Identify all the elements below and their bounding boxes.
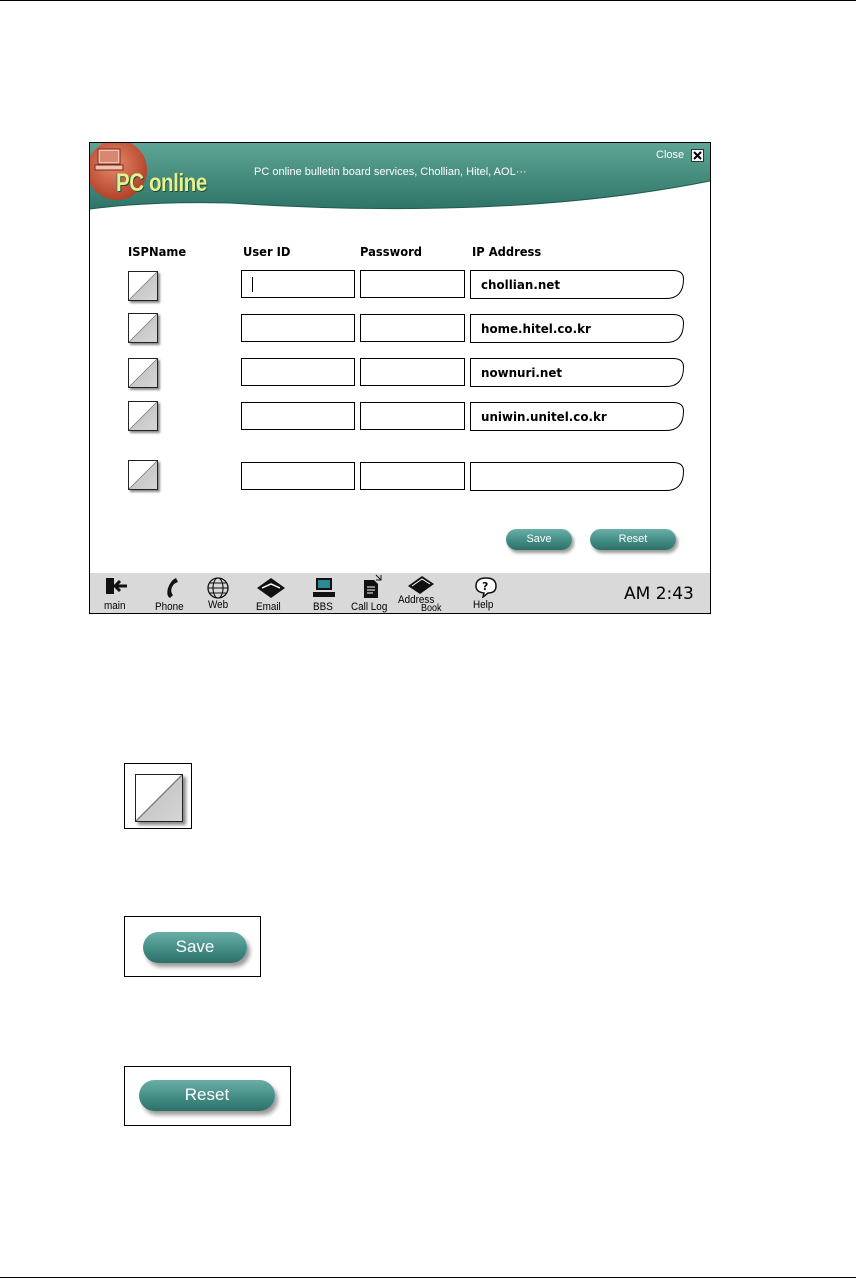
phone-icon — [162, 576, 184, 600]
user-id-field[interactable] — [241, 314, 355, 342]
isp-select-button[interactable] — [128, 401, 158, 431]
svg-text:?: ? — [482, 580, 489, 593]
isp-button-legend — [124, 763, 192, 829]
close-label[interactable]: Close — [656, 149, 685, 161]
reset-button-legend — [124, 1066, 291, 1126]
isp-select-button[interactable] — [128, 358, 158, 388]
clock: AM 2:43 — [624, 584, 694, 604]
column-header-ip-address: IP Address — [472, 244, 542, 259]
reset-button[interactable]: Reset — [590, 529, 676, 550]
taskbar-email[interactable]: Email — [254, 573, 290, 613]
pc-online-window — [89, 142, 711, 614]
column-header-isp-name: ISPName — [128, 244, 187, 259]
computer-icon — [312, 576, 336, 600]
taskbar-bbs[interactable]: BBS — [310, 573, 338, 613]
address-book-icon — [406, 574, 436, 596]
taskbar — [90, 573, 710, 613]
ip-address-field[interactable] — [470, 402, 684, 431]
password-field[interactable] — [360, 270, 465, 298]
save-button-sample: Save — [143, 932, 247, 963]
taskbar-web[interactable]: Web — [206, 573, 232, 613]
taskbar-call-log[interactable]: Call Log — [350, 573, 394, 613]
window-header — [90, 143, 710, 218]
globe-icon — [206, 576, 230, 600]
ip-address-field[interactable] — [470, 462, 684, 491]
back-arrow-icon — [104, 576, 128, 596]
help-icon — [474, 576, 498, 598]
taskbar-address-book[interactable]: Address Book — [398, 573, 444, 613]
ip-address-field[interactable] — [470, 270, 684, 299]
page-bottom-rule — [0, 1277, 856, 1278]
ip-address-value: chollian.net — [481, 277, 561, 292]
column-header-user-id: User ID — [243, 244, 291, 259]
app-logo: PC online — [116, 169, 207, 197]
user-id-field[interactable] — [241, 402, 355, 430]
ip-address-field[interactable] — [470, 358, 684, 387]
text-caret — [252, 277, 253, 292]
password-field[interactable] — [360, 462, 465, 490]
user-id-field[interactable] — [241, 358, 355, 386]
taskbar-phone[interactable]: Phone — [154, 573, 190, 613]
ip-address-field[interactable] — [470, 314, 684, 343]
taskbar-help[interactable]: ? Help — [472, 573, 502, 613]
isp-select-button[interactable] — [128, 460, 158, 490]
reset-button-sample: Reset — [139, 1080, 275, 1111]
close-icon[interactable] — [691, 149, 704, 162]
ip-address-value: uniwin.unitel.co.kr — [481, 409, 607, 424]
isp-select-button[interactable] — [128, 271, 158, 301]
password-field[interactable] — [360, 402, 465, 430]
call-log-icon — [360, 574, 384, 600]
window-subtitle: PC online bulletin board services, Chollian, Hitel, AOL··· — [254, 166, 527, 178]
password-field[interactable] — [360, 314, 465, 342]
user-id-field[interactable] — [241, 462, 355, 490]
isp-select-button[interactable] — [128, 313, 158, 343]
password-field[interactable] — [360, 358, 465, 386]
isp-select-button-sample — [135, 774, 183, 822]
ip-address-value: home.hitel.co.kr — [481, 321, 591, 336]
envelope-icon — [256, 576, 286, 600]
column-header-password: Password — [360, 244, 422, 259]
taskbar-main[interactable]: main — [104, 573, 132, 613]
save-button-legend — [124, 916, 261, 977]
page-top-rule — [0, 0, 856, 1]
user-id-field[interactable] — [241, 270, 355, 298]
ip-address-value: nownuri.net — [481, 365, 563, 380]
save-button[interactable]: Save — [506, 529, 572, 550]
